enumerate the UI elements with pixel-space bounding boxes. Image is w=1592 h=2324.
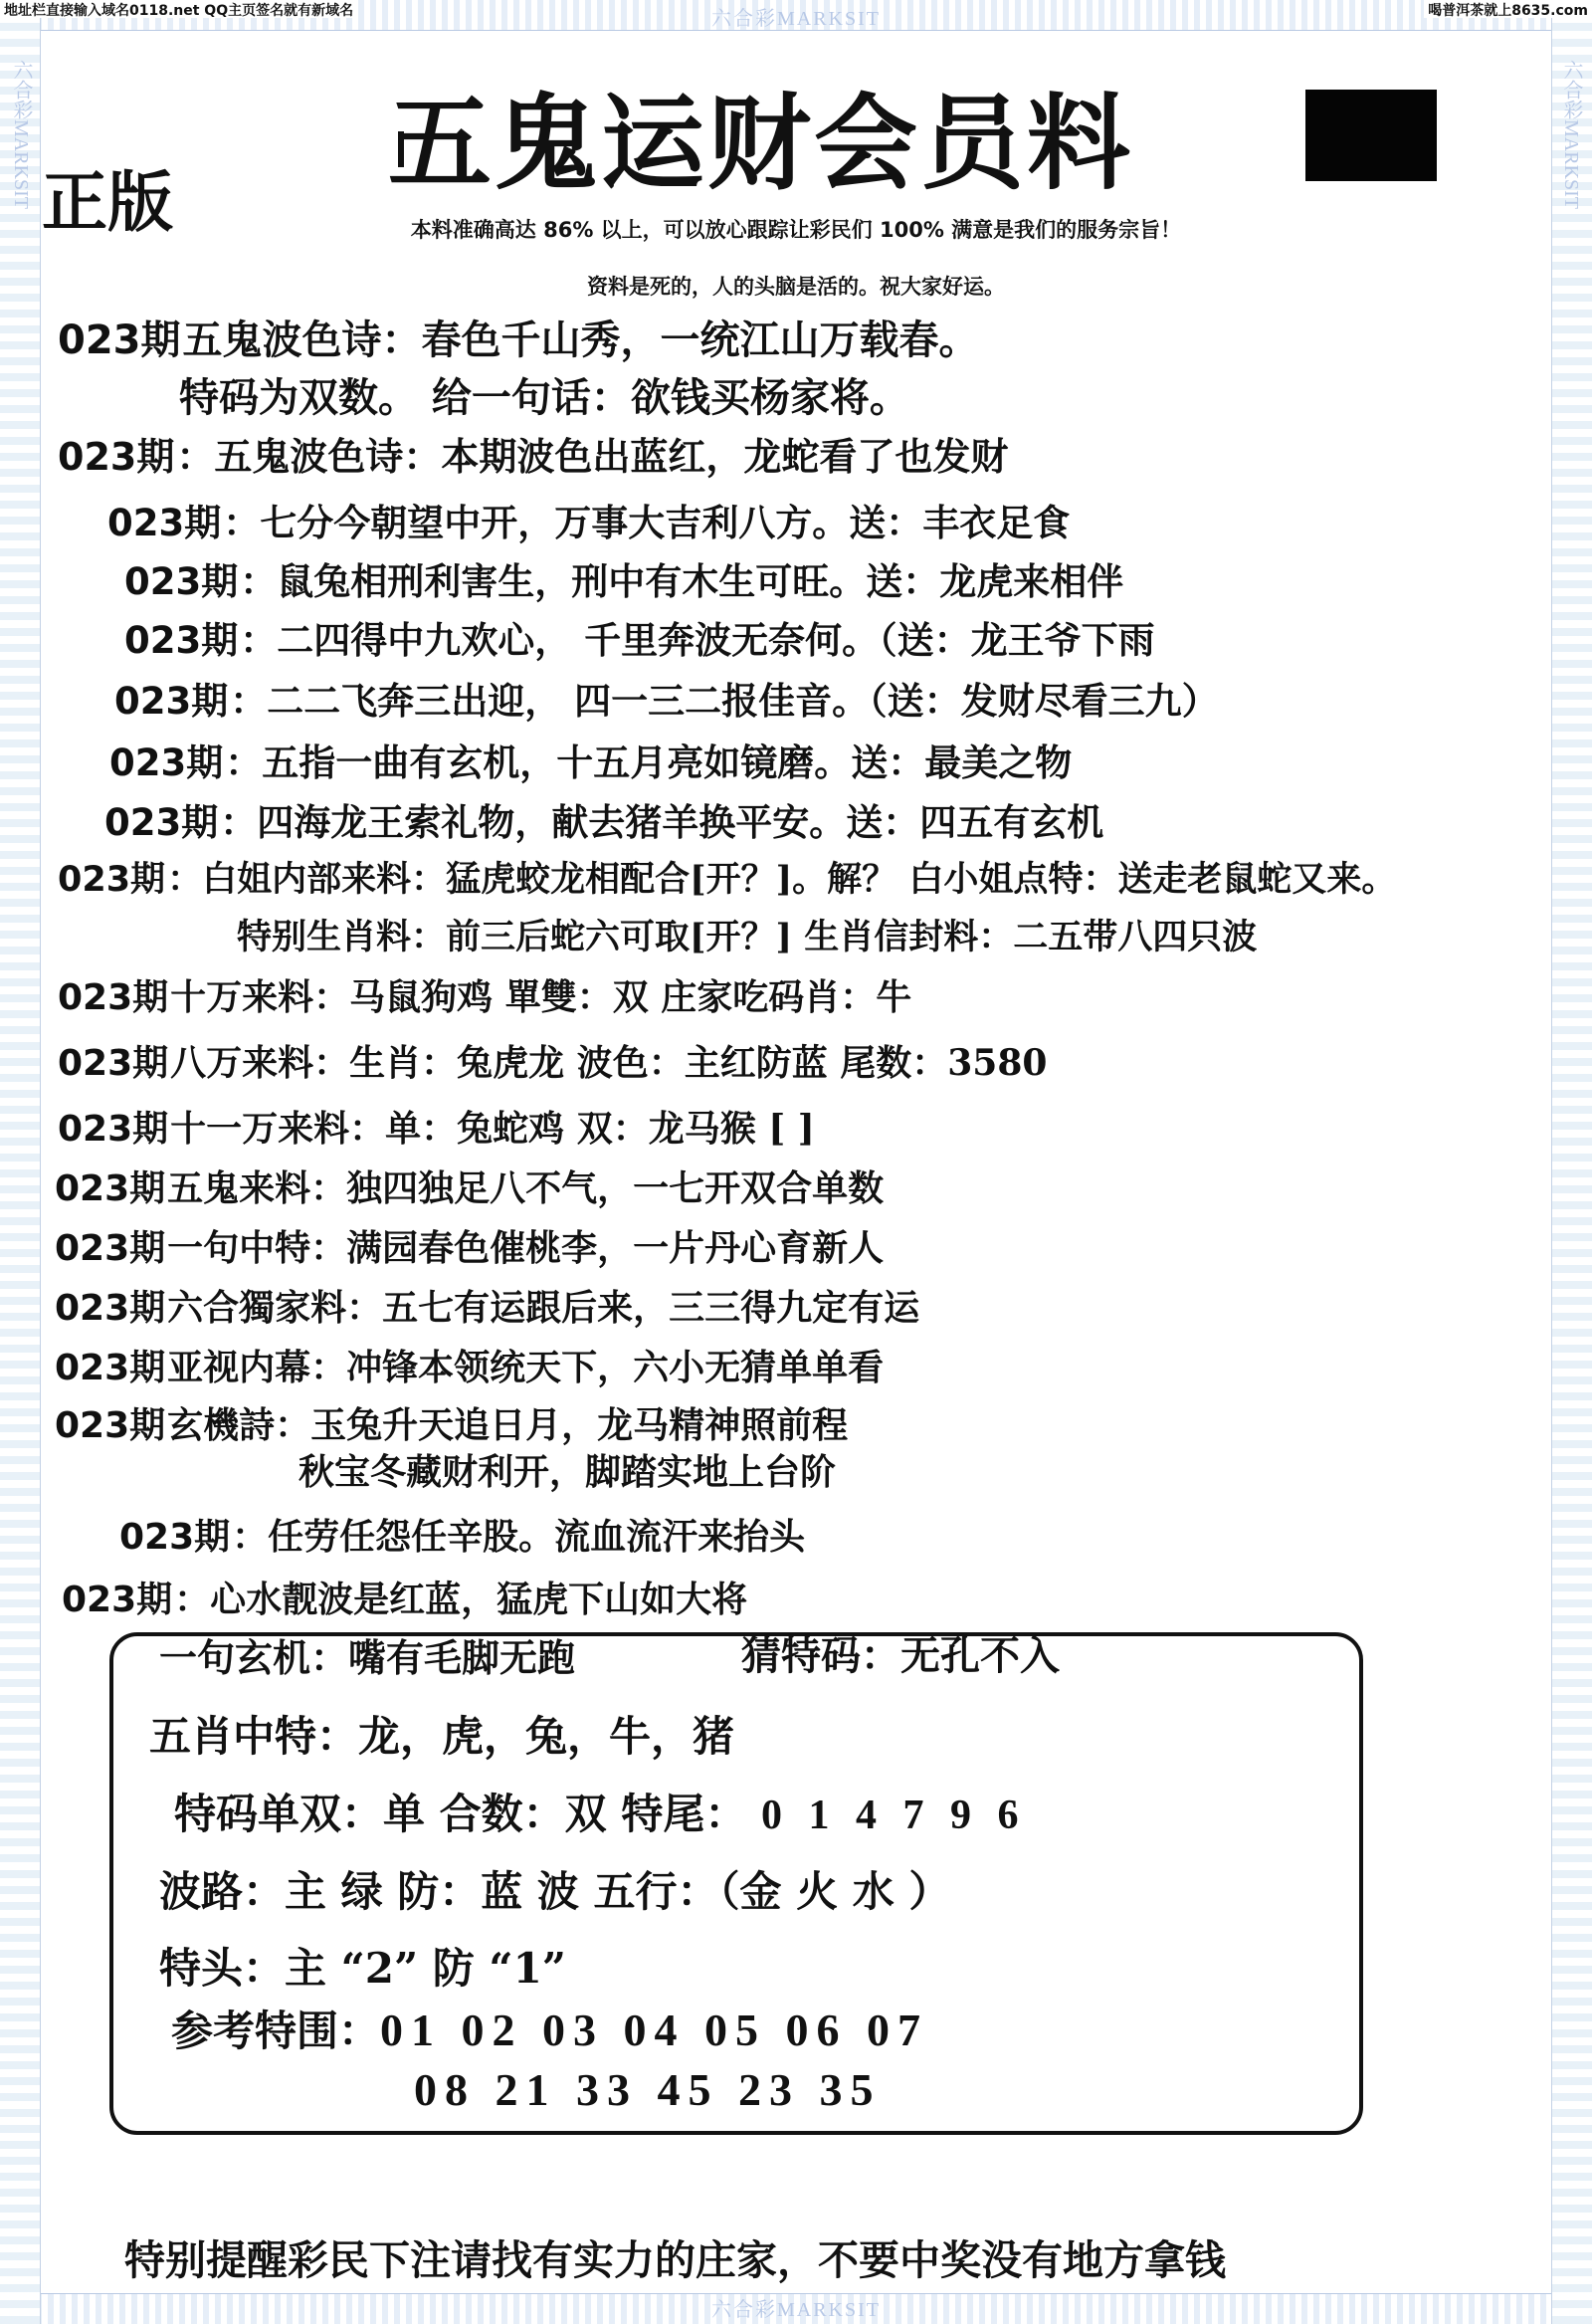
head-label: 特头： — [159, 1944, 286, 1993]
prediction-line: 秋宝冬藏财利开，脚踏实地上台阶 — [298, 1451, 837, 1493]
prediction-line: 023期五鬼波色诗：春色千山秀，一统江山万载春。 — [58, 317, 979, 363]
prediction-line: 023期：二四得中九欢心， 千里奔波无奈何。（送：龙王爷下雨 — [124, 618, 1155, 662]
edition-label: 正版 — [42, 163, 173, 241]
reference-label: 参考特围： — [171, 2007, 381, 2055]
header-notice-left: 地址栏直接输入域名0118.net QQ主页签名就有新域名 — [0, 0, 357, 18]
prediction-line: 023期六合獨家料：五七有运跟后来，三三得九定有运 — [55, 1287, 920, 1329]
reference-numbers-row-1: 01 02 03 04 05 06 07 — [380, 2005, 929, 2055]
five-zodiac-label: 五肖中特： — [149, 1712, 359, 1761]
wave-row — [159, 1869, 950, 1915]
footer-reminder: 特别提醒彩民下注请找有实力的庄家，不要中奖没有地方拿钱 — [124, 2236, 1226, 2284]
prediction-line: 023期亚视内幕：冲锋本领统天下，六小无猜单单看 — [55, 1347, 885, 1388]
wave-label: 波路： — [159, 1867, 286, 1916]
watermark-text-top: 六合彩MARKSIT — [710, 8, 881, 30]
tail-value: 0 1 4 7 9 6 — [760, 1793, 1027, 1838]
watermark-text-left: 六合彩MARKSIT — [10, 60, 32, 210]
prediction-line: 023期十万来料：马鼠狗鸡 單雙：双 庄家吃码肖：牛 — [58, 976, 912, 1018]
five-zodiac-row — [149, 1714, 734, 1760]
prediction-line: 023期玄機詩：玉兔升天追日月，龙马精神照前程 — [55, 1404, 849, 1446]
prediction-line: 023期十一万来料：单：兔蛇鸡 双：龙马猴 [ ] — [58, 1108, 815, 1150]
prediction-line: 023期八万来料：生肖：兔虎龙 波色：主红防蓝 尾数：3580 — [58, 1042, 1048, 1084]
prediction-line: 023期：二二飞奔三出迎， 四一三二报佳音。（送：发财尽看三九） — [114, 679, 1219, 723]
five-zodiac-value: 龙，虎，兔，牛，猪 — [358, 1712, 735, 1761]
reference-numbers-row-2: 08 21 33 45 23 35 — [414, 2064, 882, 2115]
prediction-line: 023期：任劳任怨任辛股。流血流汗来抬头 — [119, 1516, 806, 1558]
prediction-line: 023期：心水靓波是红蓝，猛虎下山如大将 — [62, 1579, 748, 1620]
element-value: （金 火 水 ） — [718, 1867, 951, 1916]
prediction-line: 特别生肖料：前三后蛇六可取[开？] 生肖信封料：二五带八四只波 — [237, 917, 1258, 957]
prediction-line: 023期：鼠兔相刑利害生，刑中有木生可旺。送：龙虎来相伴 — [124, 559, 1124, 603]
prediction-line: 023期五鬼来料：独四独足八不气，一七开双合单数 — [55, 1167, 885, 1209]
guess-value: 无孔不入 — [900, 1632, 1060, 1679]
prediction-line: 023期一句中特：满园春色催桃李，一片丹心育新人 — [55, 1227, 885, 1269]
redacted-block — [1305, 90, 1437, 181]
header-notice-right: 喝普洱茶就上8635.com — [1424, 0, 1592, 18]
watermark-text-bottom: 六合彩MARKSIT — [710, 2299, 881, 2321]
odd-even-row — [174, 1792, 1026, 1838]
watermark-text-right: 六合彩MARKSIT — [1560, 60, 1582, 210]
odd-even-label: 特码单双： — [174, 1790, 384, 1838]
prediction-line: 023期：白姐内部来料：猛虎蛟龙相配合[开？]。解？ 白小姐点特：送走老鼠蛇又来。 — [58, 859, 1397, 900]
prediction-line: 023期：四海龙王索礼物，献去猪羊换平安。送：四五有玄机 — [104, 800, 1104, 844]
prediction-line: 023期：五鬼波色诗：本期波色出蓝红，龙蛇看了也发财 — [58, 434, 1009, 479]
riddle-row — [159, 1637, 575, 1679]
guess-label: 猜特码： — [741, 1632, 900, 1679]
riddle-label: 一句玄机： — [159, 1635, 349, 1680]
prediction-line: 特码为双数。 给一句话：欲钱买杨家将。 — [179, 374, 909, 421]
riddle-value: 嘴有毛脚无跑 — [348, 1635, 576, 1680]
element-label: 波 五行： — [536, 1867, 719, 1916]
subtitle-blessing: 资料是死的，人的头脑是活的。祝大家好运。 — [587, 275, 1005, 299]
sum-value: 双 — [564, 1790, 607, 1838]
guess-row — [741, 1634, 1060, 1678]
wave-value: 主 绿 防：蓝 — [285, 1867, 523, 1916]
sum-label: 合数： — [439, 1790, 565, 1838]
head-row — [159, 1946, 566, 1992]
tail-label: 特尾： — [621, 1790, 747, 1838]
prediction-line: 023期：五指一曲有玄机，十五月亮如镜磨。送：最美之物 — [109, 740, 1073, 784]
prediction-line: 023期：七分今朝望中开，万事大吉利八方。送：丰衣足食 — [107, 501, 1071, 544]
subtitle-accuracy-claim: 本料准确高达 86% 以上，可以放心跟踪让彩民们 100% 满意是我们的服务宗旨！ — [410, 218, 1182, 242]
odd-even-value: 单 — [383, 1790, 426, 1838]
page-title: 五鬼运财会员料 — [388, 82, 1134, 204]
reference-row — [171, 2006, 928, 2056]
head-value: 主 “2” 防 “1” — [285, 1944, 566, 1993]
